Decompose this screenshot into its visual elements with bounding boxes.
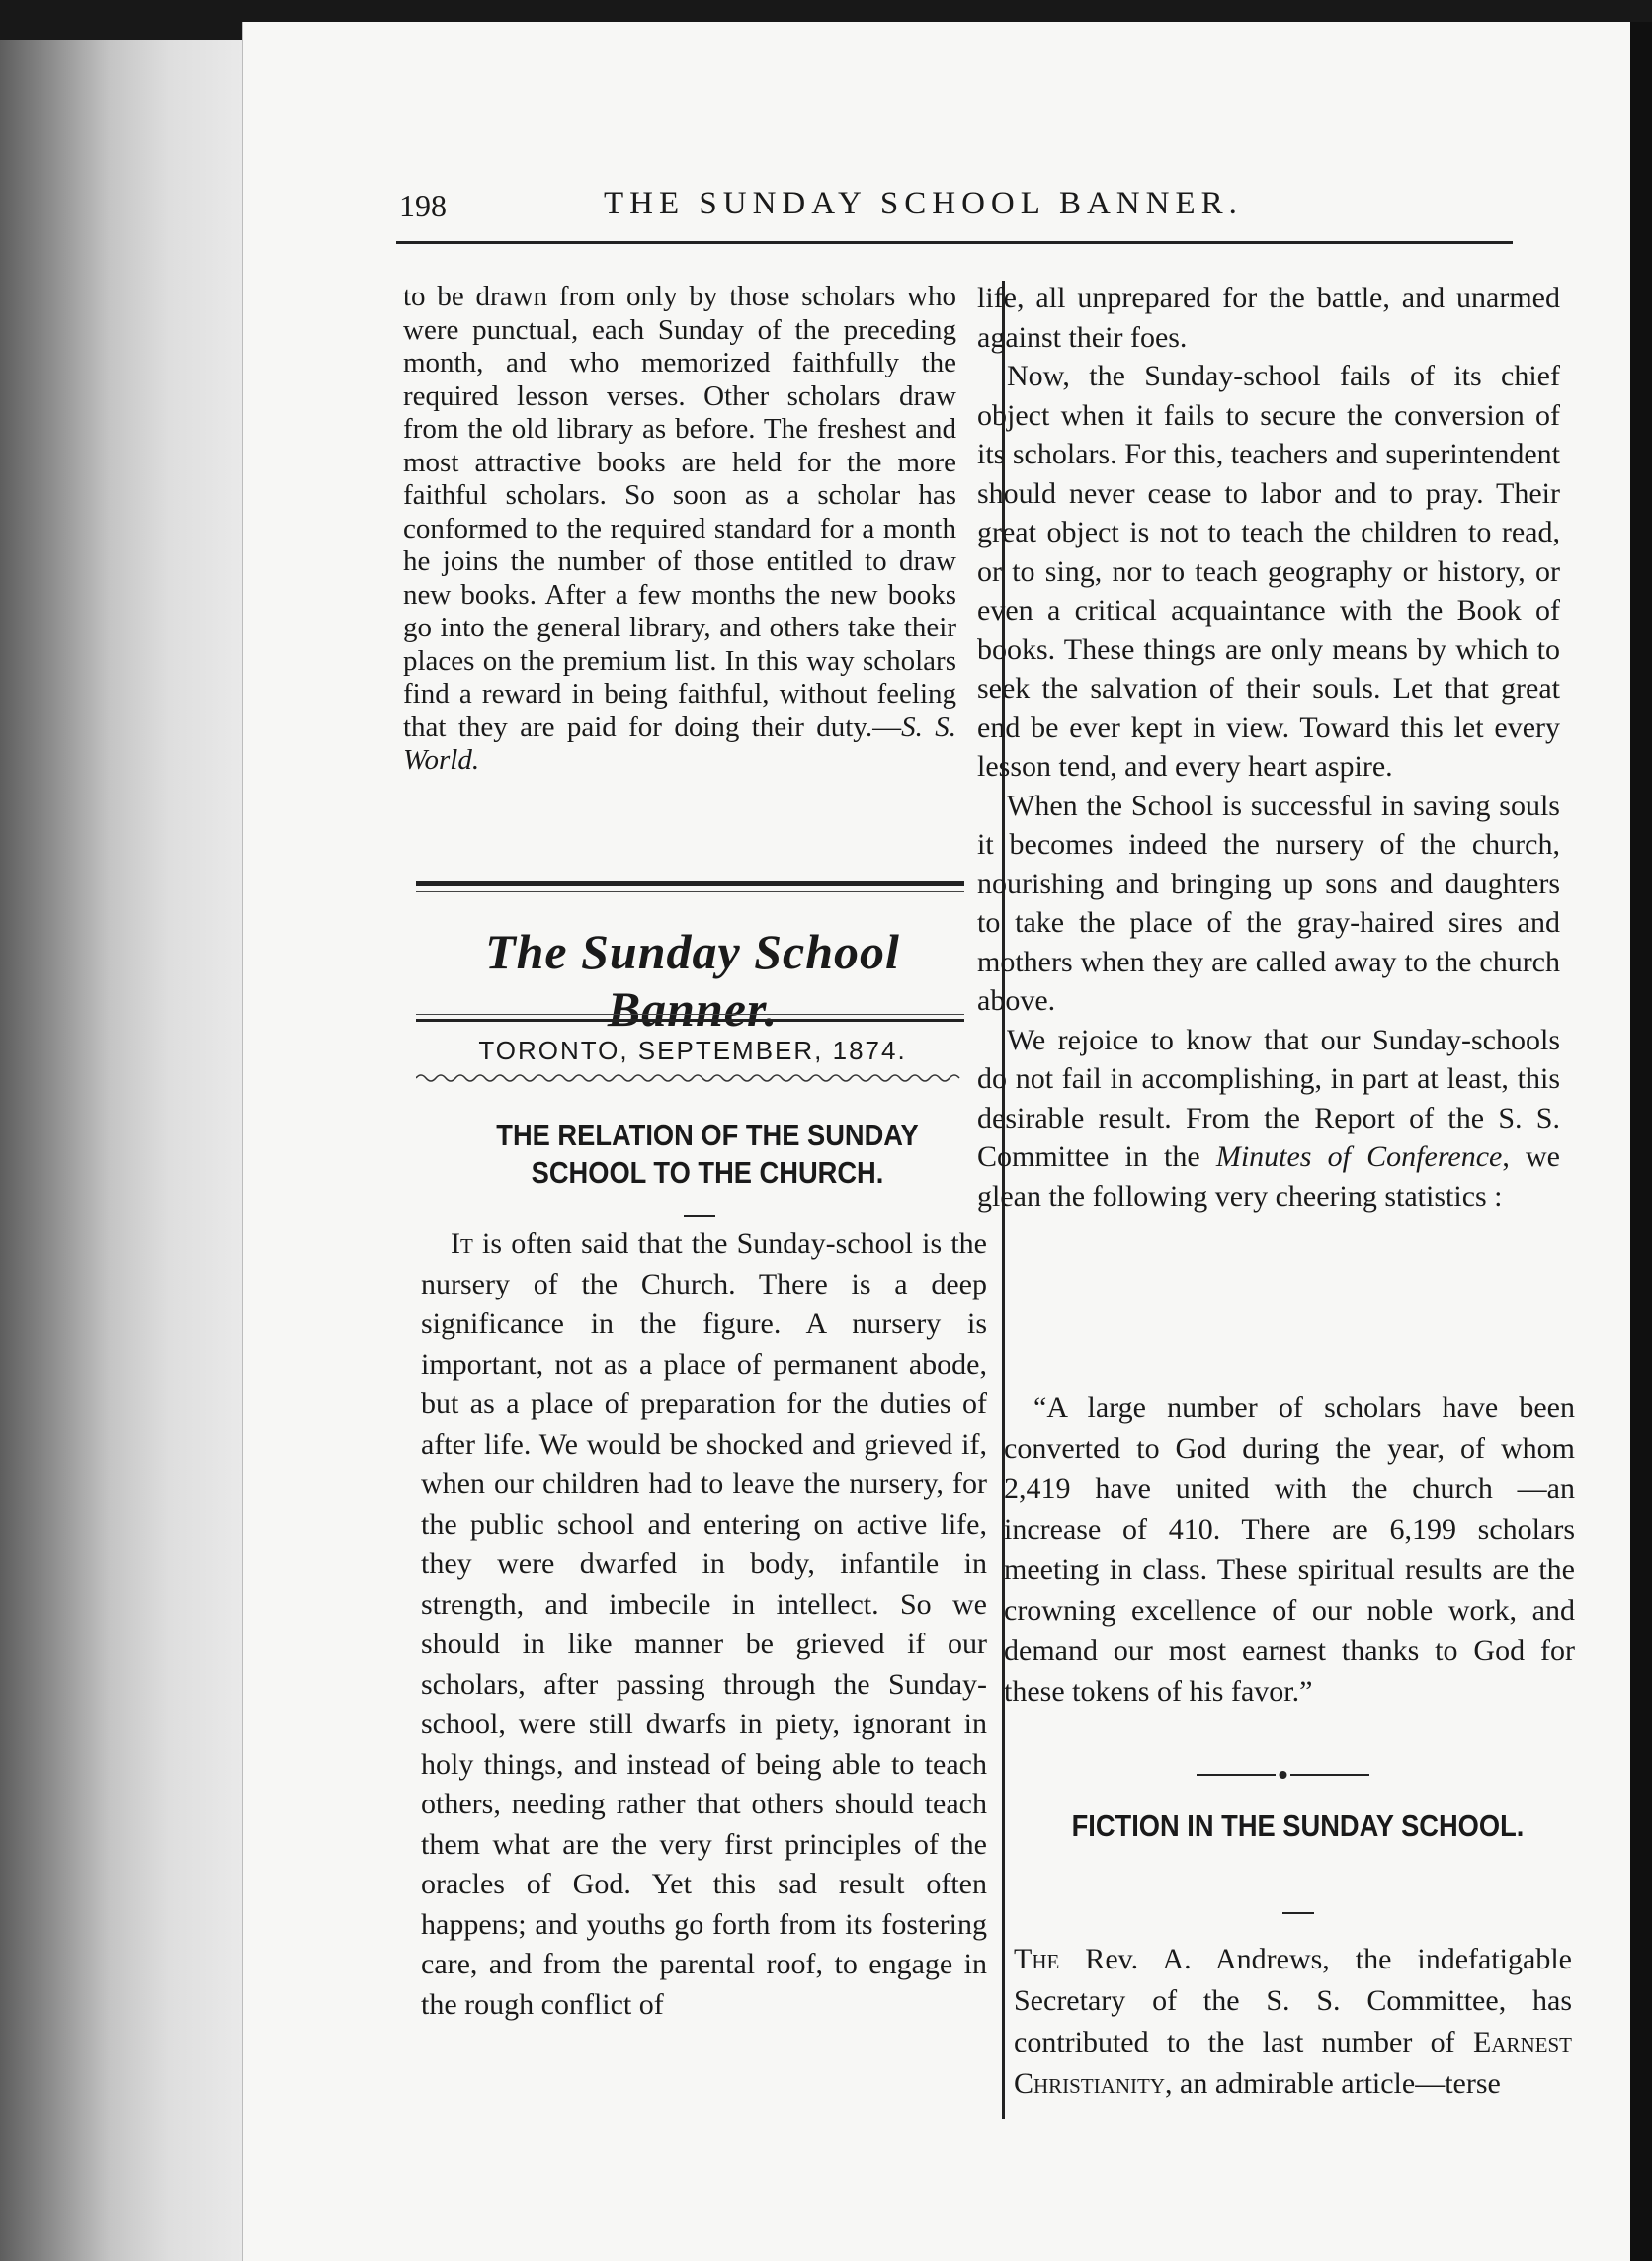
masthead: The Sunday School Banner. xyxy=(485,924,900,1037)
previous-article-text xyxy=(403,281,956,778)
section-ornament xyxy=(1197,1770,1369,1780)
masthead-rule-top-thin xyxy=(416,891,964,892)
dateline: TORONTO, SEPTEMBER, 1874. xyxy=(478,1036,907,1065)
fiction-text-a: Rev. A. Andrews, the indefatigable Secretary of the S. S. Committee, has contributed to the last number of xyxy=(1014,1943,1572,2058)
article-heading-relation: THE RELATION OF THE SUNDAY SCHOOL TO THE CHURCH. xyxy=(496,1118,919,1190)
quote-text: “A large number of scholars have been converted to God during the year, of whom 2,419 have united with the church —an increase of 410. There are 6,199 scholars meeting in class. These spiritual results are the crowning excellence of our noble work, and demand our most earnest thanks to God for these tokens of his favor.” xyxy=(1004,1391,1575,1708)
paragraph-1-continued: life, all unprepared for the battle, and unarmed against their foes. xyxy=(977,282,1560,354)
article-fiction-text xyxy=(1014,1939,1572,2105)
page xyxy=(242,22,1631,2261)
paragraph-4-b: , we glean the following very cheering statistics : xyxy=(977,1140,1560,1213)
fiction-text-b: , an admirable article—terse xyxy=(1165,2067,1501,2100)
page-number: 198 xyxy=(399,188,447,223)
minutes-of-conference: Minutes of Conference xyxy=(1215,1140,1503,1173)
masthead-rule-bottom xyxy=(416,1019,964,1022)
article-relation-right-column xyxy=(977,279,1560,1215)
paragraph-3: When the School is successful in saving souls it becomes indeed the nursery of the church, nourishing and bringing up sons and daughters to take the place of the gray-haired sires and mothers when they are called away to the church above. xyxy=(977,789,1560,1017)
article-heading-fiction: FICTION IN THE SUNDAY SCHOOL. xyxy=(1071,1808,1525,1843)
earnest-christianity: Earnest Christianity xyxy=(1014,2026,1572,2100)
masthead-rule-top xyxy=(416,881,964,886)
paragraph-2: Now, the Sunday-school fails of its chief object when it fails to secure the conversion of its scholars. For this, teachers and superintendent should never cease to labor and to pray. Their great object is not to teach the children to read, or to sing, nor to teach geography or history, or even a critical acquaintance with the Book of books. These things are only means by which to seek the salvation of their souls. Let that great end be ever kept in view. Toward this let every lesson tend, and every heart aspire. xyxy=(977,360,1560,783)
source-credit: S. S. World. xyxy=(403,711,957,776)
book-page-stack xyxy=(0,40,242,2261)
paragraph-4-a: We rejoice to know that our Sunday-schools do not fail in accomplishing, in part at least, this desirable result. From the Report of the S. S. Committee in the xyxy=(977,1023,1560,1173)
statistics-quote xyxy=(1004,1387,1575,1712)
running-title: THE SUNDAY SCHOOL BANNER. xyxy=(604,186,1243,221)
wavy-rule xyxy=(416,1071,964,1085)
drop-lead-word: It xyxy=(451,1227,473,1260)
paragraph-1: is often said that the Sunday-school is the nursery of the Church. There is a deep significance in the figure. A nursery is important, not as a place of permanent abode, but as a place of preparation for the duties of after life. We would be shocked and grieved if, when our children had to leave the nursery, for the public school and entering on active life, they were dwarfed in body, infantile in strength, and imbecile in intellect. So we should in like manner be grieved if our scholars, after passing through the Sunday-school, were still dwarfs in piety, ignorant in holy things, and instead of being able to teach others, needing rather that others should teach them what are the very first principles of the oracles of God. Yet this sad result often happens; and youths go forth from its fostering care, and from the parental roof, to engage in the rough conflict of xyxy=(421,1227,987,2021)
heading-dash xyxy=(684,1215,715,1217)
article-relation-left-column xyxy=(421,1224,987,2025)
header-rule xyxy=(396,241,1513,244)
lead-word: The xyxy=(1014,1943,1060,1975)
masthead-rule-bottom-thin xyxy=(416,1014,964,1015)
previous-article-body: to be drawn from only by those scholars who were punctual, each Sunday of the preceding month, and who memorized faithfully the required lesson verses. Other scholars draw from the old library as before. The freshest and most attractive books are held for the more faithful scholars. So soon as a scholar has conformed to the required standard for a month he joins the number of those entitled to draw new books. After a few months the new books go into the general library, and others take their places on the premium list. In this way scholars find a reward in being faithful, without feeling that they are paid for doing their duty.— xyxy=(403,281,956,743)
scan-right-edge xyxy=(1630,22,1652,2261)
heading-dash-2 xyxy=(1282,1912,1314,1914)
